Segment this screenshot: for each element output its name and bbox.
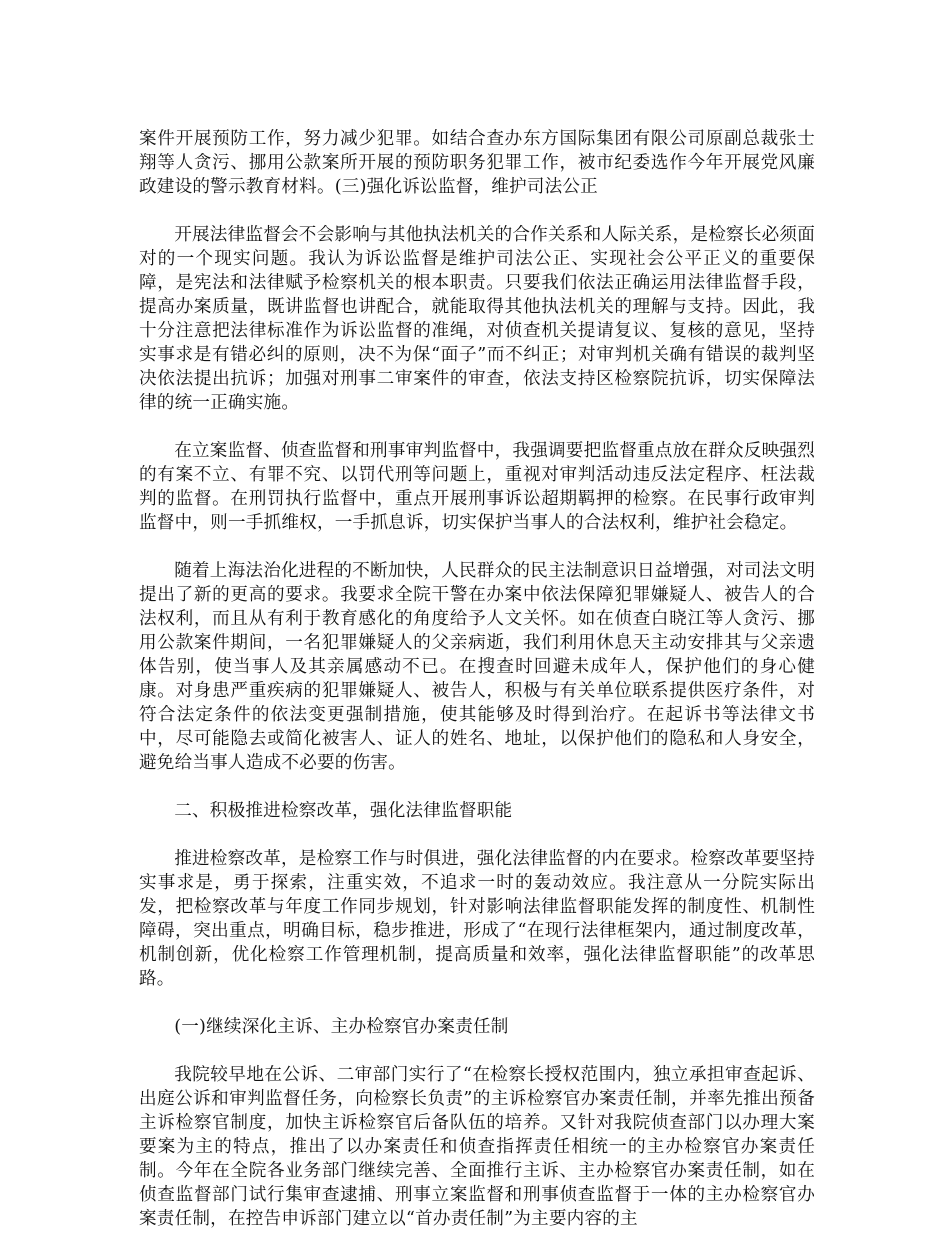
- section-heading-reform: 二、积极推进检察改革，强化法律监督职能: [174, 801, 513, 821]
- paragraph-reform: 推进检察改革，是检察工作与时俱进，强化法律监督的内在要求。检察改革要坚持实事求是，勇于探索，注重实效，不追求一时的轰动效应。我注意从一分院实际出发，把检察改革与年度工作同步规划，针对影响法律监督职能发挥的制度性、机制性障碍，突出重点，明确目标，稳步推进，形成了“在现行法律框架内，通过制度改革，机制创新，优化检察工作管理机制，提高质量和效率，强化法律监督职能”的改革思路。: [139, 849, 815, 989]
- document-page: [139, 127, 815, 1255]
- paragraph-judicial-civility: 随着上海法治化进程的不断加快，人民群众的民主法制意识日益增强，对司法文明提出了新的更高的要求。我要求全院干警在办案中依法保障犯罪嫌疑人、被告人的合法权利，而且从有利于教育感化的角度给予人文关怀。如在侦查白晓江等人贪污、挪用公款案件期间，一名犯罪嫌疑人的父亲病逝，我们利用休息天主动安排其与父亲遗体告别，使当事人及其亲属感动不已。在搜查时回避未成年人，保护他们的身心健康。对身患严重疾病的犯罪嫌疑人、被告人，积极与有关单位联系提供医疗条件，对符合法定条件的依法变更强制措施，使其能够及时得到治疗。在起诉书等法律文书中，尽可能隐去或简化被害人、证人的姓名、地址，以保护他们的隐私和人身安全，避免给当事人造成不必要的伤害。: [139, 561, 815, 773]
- paragraph-responsibility-system: 我院较早地在公诉、二审部门实行了“在检察长授权范围内，独立承担审查起诉、出庭公诉和审判监督任务，向检察长负责”的主诉检察官办案责任制，并率先推出预备主诉检察官制度，加快主诉检察官后备队伍的培养。又针对我院侦查部门以办理大案要案为主的特点，推出了以办案责任和侦查指挥责任相统一的主办检察官办案责任制。今年在全院各业务部门继续完善、全面推行主诉、主办检察官办案责任制，如在侦查监督部门试行集审查逮捕、刑事立案监督和刑事侦查监督于一体的主办检察官办案责任制，在控告申诉部门建立以“首办责任制”为主要内容的主: [139, 1065, 815, 1229]
- subsection-heading-responsibility: (一)继续深化主诉、主办检察官办案责任制: [174, 1017, 509, 1037]
- paragraph-supervision-focus: 在立案监督、侦查监督和刑事审判监督中，我强调要把监督重点放在群众反映强烈的有案不立、有罪不究、以罚代刑等问题上，重视对审判活动违反法定程序、枉法裁判的监督。在刑罚执行监督中，重点开展刑事诉讼超期羁押的检察。在民事行政审判监督中，则一手抓维权，一手抓息诉，切实保护当事人的合法权利，维护社会稳定。: [139, 441, 815, 533]
- paragraph-prevention-work: 案件开展预防工作，努力减少犯罪。如结合查办东方国际集团有限公司原副总裁张士翔等人贪污、挪用公款案所开展的预防职务犯罪工作，被市纪委选作今年开展党风廉政建设的警示教育材料。(三)强化诉讼监督，维护司法公正: [139, 129, 815, 197]
- paragraph-legal-supervision: 开展法律监督会不会影响与其他执法机关的合作关系和人际关系，是检察长必须面对的一个现实问题。我认为诉讼监督是维护司法公正、实现社会公平正义的重要保障，是宪法和法律赋予检察机关的根本职责。只要我们依法正确运用法律监督手段，提高办案质量，既讲监督也讲配合，就能取得其他执法机关的理解与支持。因此，我十分注意把法律标准作为诉讼监督的准绳，对侦查机关提请复议、复核的意见，坚持实事求是有错必纠的原则，决不为保“面子”而不纠正；对审判机关确有错误的裁判坚决依法提出抗诉；加强对刑事二审案件的审查，依法支持区检察院抗诉，切实保障法律的统一正确实施。: [139, 225, 815, 413]
